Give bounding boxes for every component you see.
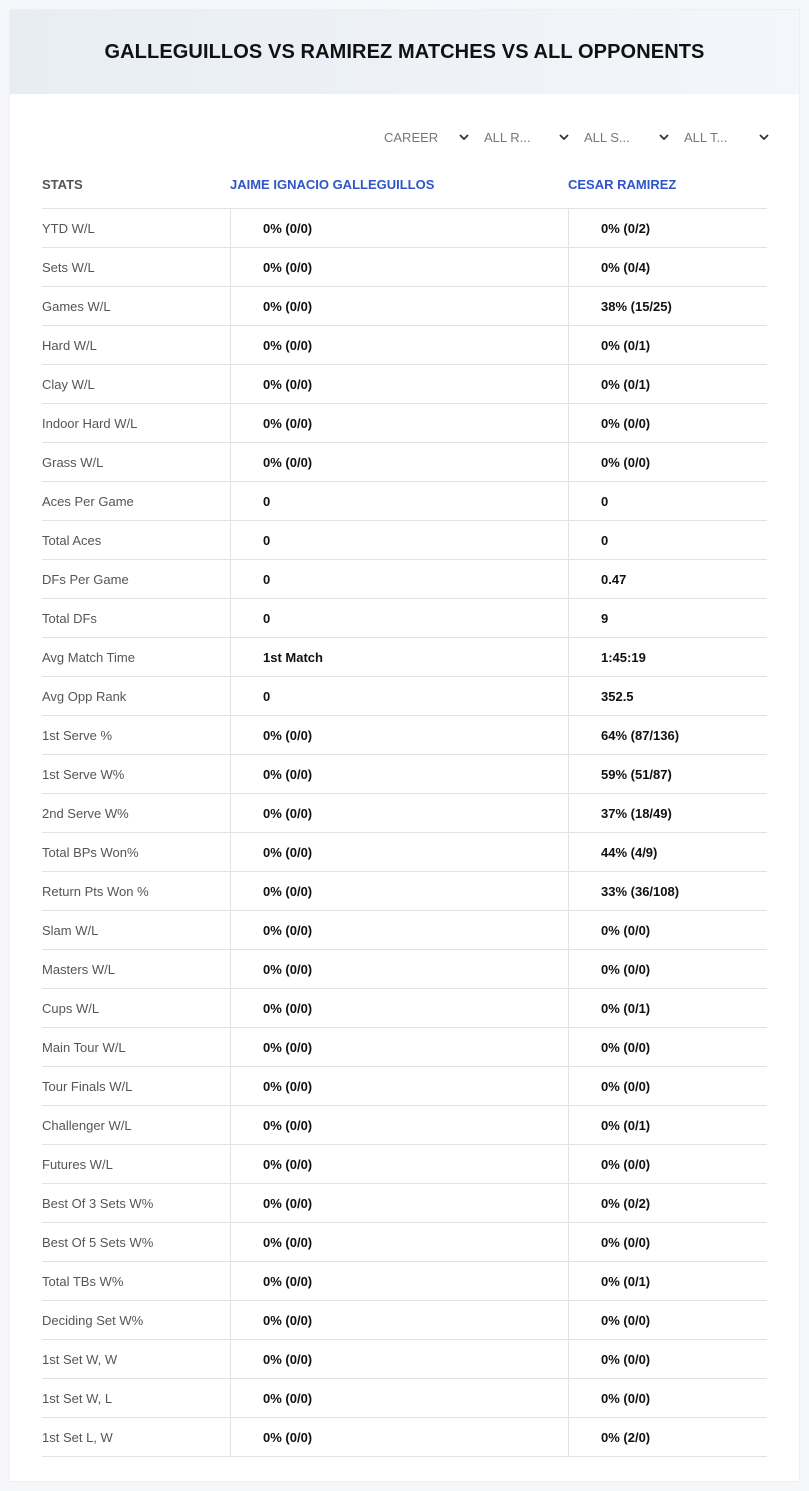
- player2-stat-value: 0% (0/0): [568, 1340, 767, 1378]
- player2-stat-value: 0% (0/0): [568, 1379, 767, 1417]
- player1-stat-value: 0% (0/0): [230, 755, 568, 793]
- player1-stat-value: 0% (0/0): [230, 1301, 568, 1339]
- player2-stat-value: 0% (0/0): [568, 1301, 767, 1339]
- stat-label: Avg Match Time: [42, 649, 135, 665]
- player2-stat-value: 0% (0/1): [568, 1262, 767, 1300]
- table-row: [42, 638, 767, 677]
- player1-stat-value: 0% (0/0): [230, 1145, 568, 1183]
- stat-label: Clay W/L: [42, 376, 95, 392]
- stat-label: Games W/L: [42, 298, 111, 314]
- table-row: [42, 1340, 767, 1379]
- player1-stat-value: 0: [230, 521, 568, 559]
- player1-stat-value: 0% (0/0): [230, 1184, 568, 1222]
- stat-label: Deciding Set W%: [42, 1312, 144, 1328]
- stat-label: 1st Serve W%: [42, 766, 125, 782]
- stats-table: [42, 160, 767, 1457]
- table-row: [42, 1067, 767, 1106]
- table-row: [42, 482, 767, 521]
- player1-stat-value: 0% (0/0): [230, 326, 568, 364]
- player2-stat-value: 37% (18/49): [568, 794, 767, 832]
- player2-stat-value: 9: [568, 599, 767, 637]
- player1-stat-value: 0% (0/0): [230, 872, 568, 910]
- table-row: [42, 989, 767, 1028]
- player1-stat-value: 0% (0/0): [230, 443, 568, 481]
- table-row: [42, 209, 767, 248]
- player2-stat-value: 0% (0/1): [568, 365, 767, 403]
- stat-label: YTD W/L: [42, 220, 95, 236]
- player2-stat-value: 0: [568, 482, 767, 520]
- table-row: [42, 872, 767, 911]
- player2-stat-value: 33% (36/108): [568, 872, 767, 910]
- stat-label: DFs Per Game: [42, 571, 129, 587]
- player1-name-link[interactable]: JAIME IGNACIO GALLEGUILLOS: [230, 176, 435, 192]
- filter-label: ALL T...: [684, 129, 728, 145]
- player2-name-link[interactable]: CESAR RAMIREZ: [568, 176, 677, 192]
- table-row: [42, 794, 767, 833]
- stat-label: Challenger W/L: [42, 1117, 132, 1133]
- filter-label: CAREER: [384, 129, 439, 145]
- player1-stat-value: 0% (0/0): [230, 950, 568, 988]
- player2-stat-value: 0% (0/0): [568, 1223, 767, 1261]
- stat-label: Futures W/L: [42, 1156, 113, 1172]
- player1-stat-value: 0% (0/0): [230, 716, 568, 754]
- table-row: [42, 1145, 767, 1184]
- stat-label: 1st Set L, W: [42, 1429, 113, 1445]
- stat-label: Avg Opp Rank: [42, 688, 127, 704]
- player2-stat-value: 59% (51/87): [568, 755, 767, 793]
- table-row: [42, 677, 767, 716]
- player2-stat-value: 0% (0/1): [568, 326, 767, 364]
- filter-period-select[interactable]: [384, 126, 470, 148]
- stat-label: Sets W/L: [42, 259, 95, 275]
- player1-stat-value: 0% (0/0): [230, 1067, 568, 1105]
- table-row: [42, 1262, 767, 1301]
- stat-label: Main Tour W/L: [42, 1039, 126, 1055]
- filter-bar: [384, 126, 770, 148]
- player1-stat-value: 0% (0/0): [230, 365, 568, 403]
- player1-stat-value: 0% (0/0): [230, 989, 568, 1027]
- table-row: [42, 365, 767, 404]
- table-row: [42, 1418, 767, 1457]
- table-row: [42, 1301, 767, 1340]
- player1-stat-value: 0% (0/0): [230, 1340, 568, 1378]
- player1-stat-value: 0% (0/0): [230, 287, 568, 325]
- player2-stat-value: 0% (0/0): [568, 911, 767, 949]
- table-row: [42, 521, 767, 560]
- stat-label: Cups W/L: [42, 1000, 100, 1016]
- player2-stat-value: 0% (0/2): [568, 1184, 767, 1222]
- table-row: [42, 1184, 767, 1223]
- stat-label: Hard W/L: [42, 337, 97, 353]
- table-row: [42, 716, 767, 755]
- page-title: GALLEGUILLOS VS RAMIREZ MATCHES VS ALL OPPONENTS: [104, 40, 705, 63]
- filter-label: ALL R...: [484, 129, 531, 145]
- player1-stat-value: 0% (0/0): [230, 248, 568, 286]
- player1-stat-value: 0% (0/0): [230, 1028, 568, 1066]
- player2-stat-value: 0% (0/0): [568, 443, 767, 481]
- table-row: [42, 833, 767, 872]
- player2-stat-value: 1:45:19: [568, 638, 767, 676]
- player1-stat-value: 0% (0/0): [230, 1223, 568, 1261]
- stat-label: Total TBs W%: [42, 1273, 124, 1289]
- player1-stat-value: 0% (0/0): [230, 1106, 568, 1144]
- table-row: [42, 443, 767, 482]
- table-header: [42, 160, 767, 209]
- player2-stat-value: 0% (0/1): [568, 989, 767, 1027]
- player1-stat-value: 0% (0/0): [230, 404, 568, 442]
- player2-stat-value: 0.47: [568, 560, 767, 598]
- player2-stat-value: 0: [568, 521, 767, 559]
- player1-stat-value: 0% (0/0): [230, 794, 568, 832]
- table-row: [42, 1106, 767, 1145]
- stat-label: 1st Set W, L: [42, 1390, 113, 1406]
- stat-label: Best Of 3 Sets W%: [42, 1195, 154, 1211]
- player2-stat-value: 0% (2/0): [568, 1418, 767, 1456]
- player1-stat-value: 0: [230, 599, 568, 637]
- stat-label: 1st Set W, W: [42, 1351, 118, 1367]
- player2-stat-value: 0% (0/4): [568, 248, 767, 286]
- player2-stat-value: 0% (0/1): [568, 1106, 767, 1144]
- stat-label: Slam W/L: [42, 922, 99, 938]
- stat-label: Total Aces: [42, 532, 102, 548]
- card-header: [10, 10, 799, 94]
- player2-stat-value: 352.5: [568, 677, 767, 715]
- table-row: [42, 755, 767, 794]
- stat-label: 2nd Serve W%: [42, 805, 129, 821]
- stats-card: [10, 10, 799, 1481]
- filter-tournament-select[interactable]: [684, 126, 770, 148]
- chevron-down-icon: [658, 131, 670, 143]
- player1-stat-value: 0% (0/0): [230, 1262, 568, 1300]
- chevron-down-icon: [558, 131, 570, 143]
- table-row: [42, 950, 767, 989]
- player2-stat-value: 44% (4/9): [568, 833, 767, 871]
- player1-stat-value: 1st Match: [230, 638, 568, 676]
- player1-stat-value: 0% (0/0): [230, 911, 568, 949]
- player2-stat-value: 64% (87/136): [568, 716, 767, 754]
- column-header-stats: STATS: [42, 176, 83, 192]
- filter-round-select[interactable]: [484, 126, 570, 148]
- stat-label: Aces Per Game: [42, 493, 134, 509]
- stat-label: 1st Serve %: [42, 727, 113, 743]
- table-row: [42, 1223, 767, 1262]
- filter-surface-select[interactable]: [584, 126, 670, 148]
- player2-stat-value: 0% (0/2): [568, 209, 767, 247]
- stat-label: Best Of 5 Sets W%: [42, 1234, 154, 1250]
- player1-stat-value: 0: [230, 560, 568, 598]
- player1-stat-value: 0% (0/0): [230, 833, 568, 871]
- table-row: [42, 599, 767, 638]
- player1-stat-value: 0: [230, 482, 568, 520]
- player1-stat-value: 0% (0/0): [230, 209, 568, 247]
- stat-label: Masters W/L: [42, 961, 115, 977]
- table-row: [42, 911, 767, 950]
- chevron-down-icon: [458, 131, 470, 143]
- player1-stat-value: 0% (0/0): [230, 1379, 568, 1417]
- stat-label: Total BPs Won%: [42, 844, 139, 860]
- player1-stat-value: 0: [230, 677, 568, 715]
- player1-stat-value: 0% (0/0): [230, 1418, 568, 1456]
- stat-label: Return Pts Won %: [42, 883, 149, 899]
- player2-stat-value: 0% (0/0): [568, 1067, 767, 1105]
- player2-stat-value: 0% (0/0): [568, 1028, 767, 1066]
- stat-label: Tour Finals W/L: [42, 1078, 133, 1094]
- chevron-down-icon: [758, 131, 770, 143]
- table-row: [42, 287, 767, 326]
- table-row: [42, 560, 767, 599]
- filter-label: ALL S...: [584, 129, 630, 145]
- table-row: [42, 326, 767, 365]
- table-row: [42, 1028, 767, 1067]
- table-row: [42, 404, 767, 443]
- table-row: [42, 1379, 767, 1418]
- table-body: [42, 209, 767, 1457]
- player2-stat-value: 38% (15/25): [568, 287, 767, 325]
- player2-stat-value: 0% (0/0): [568, 950, 767, 988]
- player2-stat-value: 0% (0/0): [568, 1145, 767, 1183]
- player2-stat-value: 0% (0/0): [568, 404, 767, 442]
- stat-label: Indoor Hard W/L: [42, 415, 138, 431]
- table-row: [42, 248, 767, 287]
- stat-label: Total DFs: [42, 610, 97, 626]
- stat-label: Grass W/L: [42, 454, 104, 470]
